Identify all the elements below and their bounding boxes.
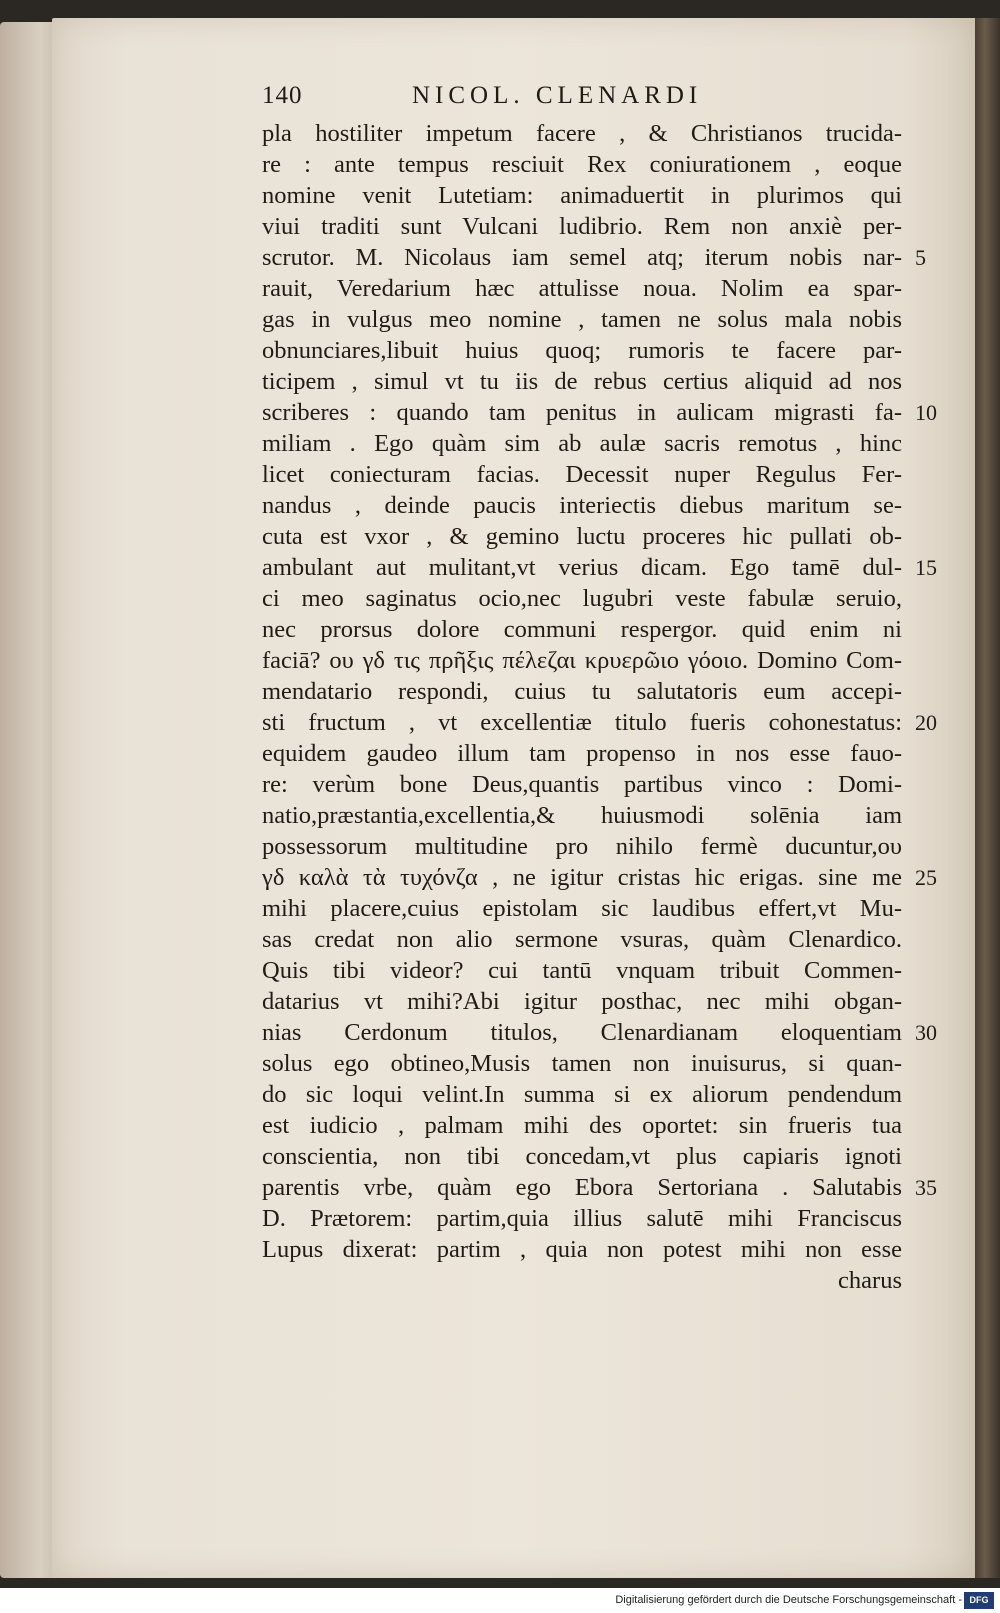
text-line: faciā? ου γδ τις πρῆξις πέλεζαι κρυερῶιο γόοιο. Domino Com-: [262, 647, 902, 674]
text-line: Quis tibi videor? cui tantū vnquam tribuit Commen-: [262, 957, 902, 984]
text-line: equidem gaudeo illum tam propenso in nos esse fauo-: [262, 740, 902, 767]
text-line: miliam . Ego quàm sim ab aulæ sacris remotus , hinc: [262, 430, 902, 457]
line-number-15: 15: [915, 555, 937, 580]
text-line: ci meo saginatus ocio,nec lugubri veste fabulæ seruio,: [262, 585, 902, 612]
text-line: datarius vt mihi?Abi igitur posthac, nec mihi obgan-: [262, 988, 902, 1015]
text-line: est iudicio , palmam mihi des oportet: sin frueris tua: [262, 1112, 902, 1139]
text-line: scrutor. M. Nicolaus iam semel atq; iterum nobis nar-: [262, 244, 902, 271]
line-number-10: 10: [915, 400, 937, 425]
text-line: γδ καλὰ τὰ τυχόνζα , ne igitur cristas hic erigas. sine me: [262, 864, 902, 891]
line-number-25: 25: [915, 865, 937, 890]
text-line: Lupus dixerat: partim , quia non potest mihi non esse: [262, 1236, 902, 1263]
text-line: sti fructum , vt excellentiæ titulo fueris cohonestatus:: [262, 709, 902, 736]
running-head: NICOL. CLENARDI: [412, 82, 703, 109]
text-line: D. Prætorem: partim,quia illius salutē mihi Franciscus: [262, 1205, 902, 1232]
funding-credit: Digitalisierung gefördert durch die Deutsche Forschungsgemeinschaft -: [615, 1594, 962, 1606]
page-number: 140: [262, 82, 303, 109]
text-line: do sic loqui velint.In summa si ex aliorum pendendum: [262, 1081, 902, 1108]
text-line: cuta est vxor , & gemino luctu proceres hic pullati ob-: [262, 523, 902, 550]
text-line: nias Cerdonum titulos, Clenardianam eloquentiam: [262, 1019, 902, 1046]
catchword: charus: [838, 1267, 902, 1294]
dfg-logo-icon: DFG: [964, 1592, 994, 1609]
text-line: natio,præstantia,excellentia,& huiusmodi solēnia iam: [262, 802, 902, 829]
line-number-5: 5: [915, 245, 926, 270]
text-line: conscientia, non tibi concedam,vt plus capiaris ignoti: [262, 1143, 902, 1170]
line-number-30: 30: [915, 1020, 937, 1045]
text-line: mihi placere,cuius epistolam sic laudibus effert,vt Mu-: [262, 895, 902, 922]
text-line: re: verùm bone Deus,quantis partibus vinco : Domi-: [262, 771, 902, 798]
text-line: mendatario respondi, cuius tu salutatoris eum accepi-: [262, 678, 902, 705]
text-line: ambulant aut mulitant,vt verius dicam. Ego tamē dul-: [262, 554, 902, 581]
text-line: solus ego obtineo,Musis tamen non inuisurus, si quan-: [262, 1050, 902, 1077]
body-text: [262, 118, 902, 1296]
line-number-35: 35: [915, 1175, 937, 1200]
page-header: [262, 82, 922, 116]
line-number-20: 20: [915, 710, 937, 735]
text-line: scriberes : quando tam penitus in aulicam migrasti fa-: [262, 399, 902, 426]
text-line: pla hostiliter impetum facere , & Christianos trucida-: [262, 120, 902, 147]
text-line: gas in vulgus meo nomine , tamen ne solus mala nobis: [262, 306, 902, 333]
binding-edge: [975, 18, 1000, 1578]
text-line: sas credat non alio sermone vsuras, quàm Clenardico.: [262, 926, 902, 953]
text-line: ticipem , simul vt tu iis de rebus certius aliquid ad nos: [262, 368, 902, 395]
text-line: parentis vrbe, quàm ego Ebora Sertoriana . Salutabis: [262, 1174, 902, 1201]
text-line: licet coniecturam facias. Decessit nuper Regulus Fer-: [262, 461, 902, 488]
text-line: re : ante tempus resciuit Rex coniurationem , eoque: [262, 151, 902, 178]
text-line: nec prorsus dolore communi respergor. quid enim ni: [262, 616, 902, 643]
text-line: rauit, Veredarium hæc attulisse noua. Nolim ea spar-: [262, 275, 902, 302]
text-line: viui traditi sunt Vulcani ludibrio. Rem non anxiè per-: [262, 213, 902, 240]
text-line: nandus , deinde paucis interiectis diebus maritum se-: [262, 492, 902, 519]
text-line: nomine venit Lutetiam: animaduertit in plurimos qui: [262, 182, 902, 209]
text-line: possessorum multitudine pro nihilo fermè ducuntur,ου: [262, 833, 902, 860]
text-line: obnunciares,libuit huius quoq; rumoris te facere par-: [262, 337, 902, 364]
